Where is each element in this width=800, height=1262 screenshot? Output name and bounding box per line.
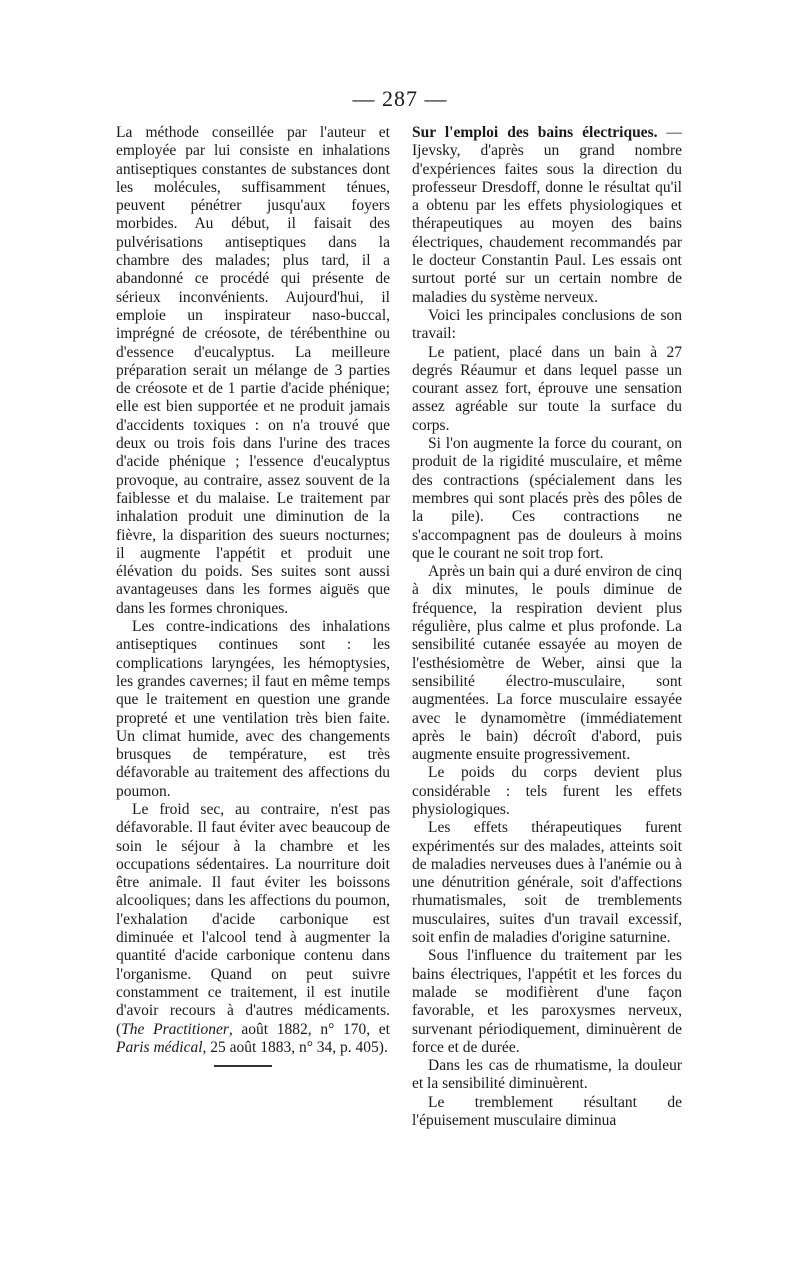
left-column bbox=[116, 124, 390, 1067]
paragraph-text: — Ijevsky, d'après un grand nombre d'expériences faites sous la direction du professeur Dresdoff, donne le résultat qu'il a obtenu par les effets physiologiques et thérapeutiques au moyen des bains électriques, chaudement recommandés par le docteur Constantin Paul. Les essais ont surtout porté sur un certain nombre de maladies du système nerveux. bbox=[412, 124, 682, 306]
article-heading: Sur l'emploi des bains électriques. bbox=[412, 124, 658, 141]
citation-text: , août 1882, n° 170, et bbox=[228, 1020, 390, 1038]
paragraph: La méthode conseillée par l'auteur et employée par lui consiste en inhalations antiseptiques constantes de substances dont les molécules, suffisamment ténues, peuvent pénétrer jusqu'aux foyers morbides. Au début, il faisait des pulvérisations antiseptiques dans la chambre des malades; plus tard, il a abandonné ce procédé qui présente de sérieux inconvénients. Aujourd'hui, il emploie un inspirateur naso-buccal, imprégné de créosote, de térébenthine ou d'essence d'eucalyptus. La meilleure préparation serait un mélange de 3 parties de créosote et de 1 partie d'acide phénique; elle est bien supportée et ne produit jamais d'accidents toxiques : on n'a trouvé que deux ou trois fois dans l'urine des traces d'acide phénique ; l'essence d'eucalyptus provoque, au contraire, assez souvent de la faiblesse et du malaise. Le traitement par inhalation produit une diminution de la fièvre, la disparition des sueurs nocturnes; il augmente l'appétit et produit une élévation du poids. Ses suites sont aussi avantageuses dans les formes aiguës que dans les formes chroniques. bbox=[116, 124, 390, 617]
paragraph: Le tremblement résultant de l'épuisement musculaire diminua bbox=[412, 1093, 682, 1130]
paragraph-with-citation bbox=[116, 801, 390, 1057]
page-number: — 287 — bbox=[352, 86, 448, 111]
journal-title: Paris médical bbox=[116, 1038, 203, 1056]
paragraph: Le poids du corps devient plus considérable : tels furent les effets physiologiques. bbox=[412, 764, 682, 818]
paragraph: Voici les principales conclusions de son travail: bbox=[412, 306, 682, 343]
paragraph: Si l'on augmente la force du courant, on produit de la rigidité musculaire, et même des contractions (spécialement dans les membres qui sont placés près des pôles de la pile). Ces contractions ne s'accompagnent pas de douleurs à moins que le courant ne soit trop fort. bbox=[412, 435, 682, 562]
paragraph-text: Le froid sec, au contraire, n'est pas défavorable. Il faut éviter avec beaucoup de soin le séjour à la chambre et les occupations sédentaires. La nourriture doit être animale. Il faut éviter les boissons alcooliques; dans les affections du poumon, l'exhalation d'acide carbonique est diminuée et l'alcool tend à augmenter la quantité d'acide carbonique contenu dans l'organisme. Quand on peut suivre constamment ce traitement, il est inutile d'avoir recours à d'autres médicaments. ( bbox=[116, 800, 390, 1038]
paragraph: Les effets thérapeutiques furent expérimentés sur des malades, atteints soit de maladies nerveuses dues à l'anémie ou à une dénutrition générale, soit d'affections rhumatismales, soit de tremblements musculaires, suites d'un travail excessif, soit enfin de maladies d'origine saturnine. bbox=[412, 819, 682, 947]
paragraph: Après un bain qui a duré environ de cinq à dix minutes, le pouls diminue de fréquence, la respiration devient plus régulière, plus calme et plus profonde. La sensibilité cutanée essayée au moyen de l'esthésiomètre de Weber, ainsi que la sensibilité électro-musculaire, sont augmentées. La force musculaire essayée avec le dynamomètre (immédiatement après le bain) décroît d'abord, puis augmente ensuite progressivement. bbox=[412, 563, 682, 764]
right-column bbox=[412, 124, 682, 1130]
section-divider bbox=[214, 1065, 272, 1067]
article-intro bbox=[412, 124, 682, 307]
paragraph: Dans les cas de rhumatisme, la douleur et la sensibilité diminuèrent. bbox=[412, 1057, 682, 1093]
paragraph: Le patient, placé dans un bain à 27 degrés Réaumur et dans lequel passe un courant assez fort, éprouve une sensation assez agréable sur toute la surface du corps. bbox=[412, 343, 682, 434]
citation-text: , 25 août 1883, n° 34, p. 405). bbox=[202, 1038, 388, 1056]
paragraph: Sous l'influence du traitement par les bains électriques, l'appétit et les forces du malade se modifièrent d'une façon favorable, et les paroxysmes nerveux, survenant périodiquement, diminuèrent de force et de durée. bbox=[412, 947, 682, 1056]
paragraph: Les contre-indications des inhalations antiseptiques continues sont : les complications laryngées, les hémoptysies, les grandes cavernes; il faut en même temps que le traitement en question une grande propreté et une ventilation très bien faite. Un climat humide, avec des changements brusques de température, est très défavorable au traitement des affections du poumon. bbox=[116, 618, 390, 800]
journal-title: The Practitioner bbox=[121, 1020, 229, 1038]
